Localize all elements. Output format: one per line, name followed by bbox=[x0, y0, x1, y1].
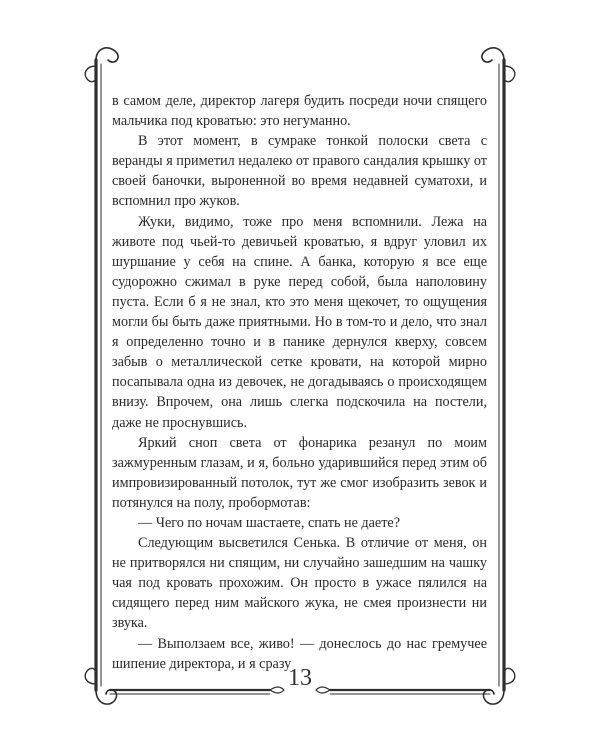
paragraph: Жуки, видимо, тоже про меня вспомнили. Лежа на животе под чьей-то девичьей кроватью, я вдруг уловил их шуршание у себя на спине. А банка, которую я все еще судорожно сжимал в руке перед собой, была наполовину пуста. Если б я не знал, кто это меня щекочет, то ощущения могли бы быть даже приятными. Но в том-то и дело, что знал я определенно точно и в панике дернулся кверху, совсем забыв о металлической сетке кровати, на которой мирно посапывала одна из девочек, не догадываясь о происходящем внизу. Впрочем, она лишь слегка подскочила на постели, даже не проснувшись. bbox=[112, 213, 487, 431]
paragraph: Следующим высветился Сенька. В отличие от меня, он не притворялся ни спящим, ни случайно зашедшим на чашку чая под кровать прохожим. Он просто в ужасе пялился на сидящего перед ним майского жука, не смея произнести ни звука. bbox=[112, 535, 487, 632]
paragraph: Яркий сноп света от фонарика резанул по моим зажмуренным глазам, и я, больно ударившийся перед этим об импровизированный потолок, тут же смог изобразить зевок и потянулся на полу, пробормотав: bbox=[112, 434, 487, 511]
paragraph: — Выползаем все, живо! — донеслось до нас гремучее шипение директора, и я сразу bbox=[112, 635, 487, 672]
paragraph: — Чего по ночам шастаете, спать не даете? bbox=[138, 514, 401, 531]
body-text bbox=[112, 91, 487, 674]
page-number: 13 bbox=[288, 665, 312, 691]
paragraph: В этот момент, в сумраке тонкой полоски света с веранды я приметил недалеко от правого сандалия крышку от своей баночки, выроненной во время недавней суматохи, и вспомнил про жуков. bbox=[112, 133, 487, 210]
paragraph: в самом деле, директор лагеря будить посреди ночи спящего мальчика под кроватью: это негуманно. bbox=[112, 93, 487, 130]
